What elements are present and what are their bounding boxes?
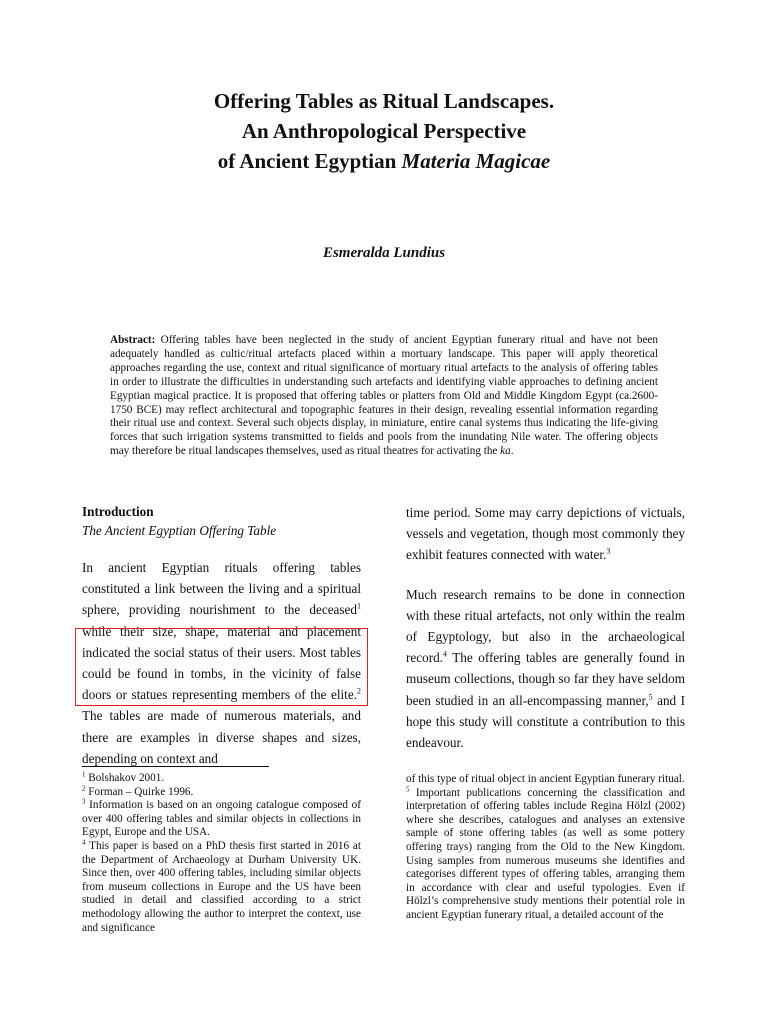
p1-text-b: while their size, shape, material and placement indicated the social status of their users. Most tables could be found in tombs, in the vicinity of false doors or statues representing members of the elite.	[82, 623, 361, 703]
footnote-1-number: 1	[82, 770, 86, 779]
p2-text-c: and I hope this study will constitute a contribution to this endeavour.	[406, 692, 685, 751]
abstract-end: .	[510, 445, 514, 458]
title-line-3-plain: of Ancient Egyptian	[217, 149, 402, 173]
footnote-rule	[82, 766, 269, 767]
footnote-ref-3: 3	[606, 547, 611, 557]
footnote-5	[406, 784, 685, 923]
footnote-5-number: 5	[406, 784, 410, 793]
p1-text-a: In ancient Egyptian rituals offering tables constituted a link between the living and a spiritual sphere, providing nourishment to the deceased	[82, 560, 361, 618]
title-line-3	[0, 146, 768, 176]
footnote-1-text: Bolshakov 2001.	[85, 772, 165, 784]
footnote-ref-5: 5	[648, 692, 653, 702]
body-paragraph-2	[406, 584, 685, 754]
footnote-3-number: 3	[82, 797, 86, 806]
body-column-left	[82, 502, 361, 769]
footnote-3-text: Information is based on an ongoing catalogue composed of over 400 offering tables and similar objects in collections in Egypt, Europe and the USA.	[82, 799, 361, 839]
p1-text-c-cont: time period. Some may carry depictions of victuals, vessels and vegetation, though most commonly they exhibit features connected with water.	[406, 505, 685, 563]
footnote-ref-4: 4	[442, 649, 447, 659]
footnote-1	[82, 772, 361, 786]
title-line-2: An Anthropological Perspective	[241, 119, 527, 143]
section-heading: Introduction	[82, 504, 154, 519]
abstract-label: Abstract:	[110, 334, 156, 346]
footnote-3	[82, 799, 361, 840]
footnote-2-number: 2	[82, 783, 86, 792]
footnote-2	[82, 783, 361, 800]
p2-text-a: Much research remains to be done in connection with these ritual artefacts, not only within the realm of Egyptology, but also in the archaeological record.	[406, 586, 685, 666]
footnote-5-text: Important publications concerning the classification and interpretation of offering tables include Regina Hölzl (2002) where she describes, catalogues and analyses an extensive sample of stone offering tables (as well as some pottery offering trays) ranging from the Old to the New Kingdom. Using samples from numerous museums she identifies and categorises different types of offering tables, arranging them in accordance with clear and useful typologies. Even if Hölzl’s comprehensive study mentions their potential role in ancient Egyptian funerary ritual, a detailed account of the	[406, 786, 685, 921]
body-column-right	[406, 502, 685, 753]
title-line-1: Offering Tables as Ritual Landscapes.	[213, 89, 555, 113]
abstract-text: Offering tables have been neglected in the study of ancient Egyptian funerary ritual and have not been adequately handled as cultic/ritual artefacts placed within a mortuary landscape. This paper will apply theoretical approaches regarding the use, context and ritual significance of mortuary ritual artefacts to the analysis of offering tables in order to illustrate the difficulties in understanding such artefacts and identifying viable approaches to defining ancient Egyptian magical practice. It is proposed that offering tables or platters from Old and Middle Kingdom Egypt (ca.2600-1750 BCE) may reflect architectural and topographic features in their design, revealing essential information regarding their ritual use and context. Several such objects display, in miniature, entire canal systems thus indicating the life-giving forces that such irrigation systems transmitted to fields and pools from the inundating Nile water. The offering objects may therefore be ritual landscapes themselves, used as ritual theatres for activating the	[110, 334, 658, 458]
abstract	[110, 334, 658, 459]
footnote-4-text: This paper is based on a PhD thesis first started in 2016 at the Department of Archaeology at Durham University UK. Since then, over 400 offering tables, including similar objects from museum collections in Europe and the US have been studied in detail and classified according to a strict methodology allowing the author to interpret the context, use and significance	[82, 839, 361, 934]
section-subheading: The Ancient Egyptian Offering Table	[82, 523, 277, 538]
footnote-ref-2: 2	[357, 686, 361, 696]
footnotes-left	[82, 772, 361, 935]
abstract-italic-ka: ka	[500, 445, 511, 458]
author-name: Esmeralda Lundius	[322, 245, 446, 261]
footnote-2-text: Forman – Quirke 1996.	[85, 785, 194, 798]
footnote-ref-1: 1	[357, 602, 361, 612]
p1-text-c: The tables are made of numerous materials, and there are examples in diverse shapes and sizes, depending on context and	[82, 708, 361, 766]
footnote-4-number: 4	[82, 838, 86, 847]
body-paragraph-1-start	[82, 557, 361, 769]
footnotes-right	[406, 773, 685, 923]
footnote-4-continued: of this type of ritual object in ancient Egyptian funerary ritual.	[406, 773, 685, 785]
paper-title	[0, 86, 768, 176]
title-line-3-italic: Materia Magicae	[401, 149, 551, 173]
footnote-4	[82, 840, 361, 935]
body-paragraph-1-cont	[406, 502, 685, 566]
p2-text-b: The offering tables are generally found in museum collections, though so far they have seldom been studied in an all-encompassing manner,	[406, 650, 685, 708]
